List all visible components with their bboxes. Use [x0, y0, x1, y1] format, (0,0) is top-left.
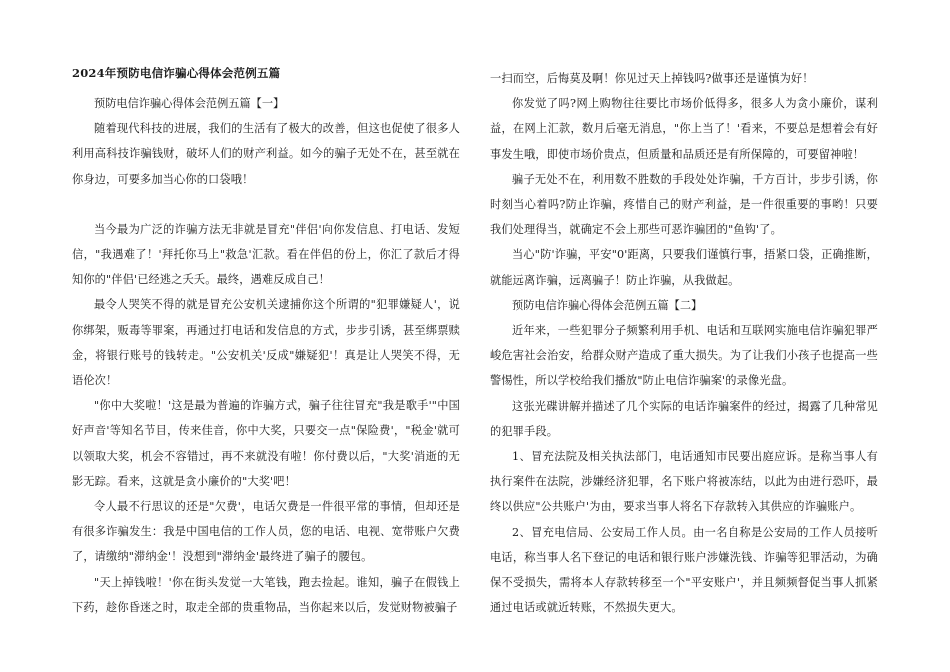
paragraph: 当心"防'诈骗，平安"0'距离，只要我们谨慎行事，捂紧口袋，正确推断，就能远离诈骗，远离骗子！防止诈骗，从我做起。 [490, 248, 878, 287]
paragraph: 最令人哭笑不得的就是冒充公安机关逮捕你这个所谓的"犯罪嫌疑人'，说你绑架，贩毒等罪案，再通过打电话和发信息的方式，步步引诱，甚至绑票赎金，将银行账号的钱转走。"公安机关'反成"嫌疑犯'！真是让人哭笑不得，无语伦次！ [72, 298, 460, 388]
paragraph: 一扫而空，后悔莫及啊！你见过天上掉钱吗?做事还是谨慎为好！ [490, 72, 814, 85]
left-column [72, 66, 460, 620]
paragraph: "天上掉钱啦！'你在街头发觉一大笔钱，跑去捡起。谁知，骗子在假钱上下药，趁你昏迷之时，取走全部的贵重物品，当你起来以后，发觉财物被骗子 [72, 575, 460, 614]
paragraph: 随着现代科技的进展，我们的生活有了极大的改善，但这也促使了很多人利用高科技诈骗钱财，破坏人们的财产利益。如今的骗子无处不在，甚至就在你身边，可要多加当心你的口袋哦！ [72, 122, 460, 186]
document-title: 2024年预防电信诈骗心得体会范例五篇 [72, 66, 281, 80]
paragraph: "你中大奖啦！'这是最为普遍的诈骗方式，骗子往往冒充"我是歌手'"中国好声音'等知名节目，传来佳音，你中大奖，只要交一点"保险费'，"税金'就可以领取大奖，机会不容错过，再不来就没有啦！你付费以后，"大奖'消逝的无影无踪。看来，这就是贪小廉价的"大奖'吧！ [72, 399, 460, 488]
left-column-body [72, 91, 460, 620]
paragraph: 令人最不行思议的还是"欠费'，电话欠费是一件很平常的事情，但却还是有很多诈骗发生：我是中国电信的工作人员，您的电话、电视、宽带账户欠费了，请缴纳"滞纳金'！没想到"滞纳金'最终进了骗子的腰包。 [72, 500, 460, 564]
paragraph: 近年来，一些犯罪分子频繁利用手机、电话和互联网实施电信诈骗犯罪严峻危害社会治安，给群众财产造成了重大损失。为了让我们小孩子也提高一些警惕性，所以学校给我们播放"防止电信诈骗案'的录像光盘。 [490, 324, 878, 388]
right-column [490, 66, 878, 620]
paragraph: 这张光碟讲解并描述了几个实际的电话诈骗案件的经过，揭露了几种常见的犯罪手段。 [490, 399, 878, 438]
paragraph: 你发觉了吗?网上购物往往要比市场价低得多，很多人为贪小廉价，谋利益，在网上汇款，数月后毫无消息，"你上当了！'看来，不要总是想着会有好事发生哦，即使市场价贵点，但质量和品质还是有所保障的，可要留神啦！ [490, 97, 878, 161]
paragraph: 骗子无处不在，利用数不胜数的手段处处诈骗，千方百计，步步引诱，你时刻当心着吗?防止诈骗，疼惜自己的财产利益，是一件很重要的事哟！只要我们处理得当，就确定不会上那些可恶诈骗团的"鱼钩'了。 [490, 172, 878, 237]
right-column-body [490, 66, 878, 620]
paragraph: 1、冒充法院及相关执法部门，电话通知市民要出庭应诉。是称当事人有执行案件在法院，涉嫌经济犯罪，名下账户将被冻结，以此为由进行恐吓，最终以供应"公共账户'为由，要求当事人将名下存款转入其供应的诈骗账户。 [490, 450, 878, 514]
section-heading: 预防电信诈骗心得体会范例五篇【二】 [512, 298, 703, 312]
section-heading: 预防电信诈骗心得体会范例五篇【一】 [94, 97, 285, 110]
blank-line [72, 192, 460, 217]
paragraph: 2、冒充电信局、公安局工作人员。由一名自称是公安局的工作人员接听电话，称当事人名下登记的电话和银行账户涉嫌洗钱、诈骗等犯罪活动，为确保不受损失，需将本人存款转移至一个"平安账户'，并且频频督促当事人抓紧通过电话或就近转账，不然损失更大。 [490, 525, 878, 615]
paragraph: 当今最为广泛的诈骗方法无非就是冒充"伴侣'向你发信息、打电话、发短信，"我遇难了！'拜托你马上"救急'汇款。看在伴侣的份上，你汇了款后才得知你的"伴侣'已经逃之夭夭。最终，遇难反成自己！ [72, 222, 460, 287]
